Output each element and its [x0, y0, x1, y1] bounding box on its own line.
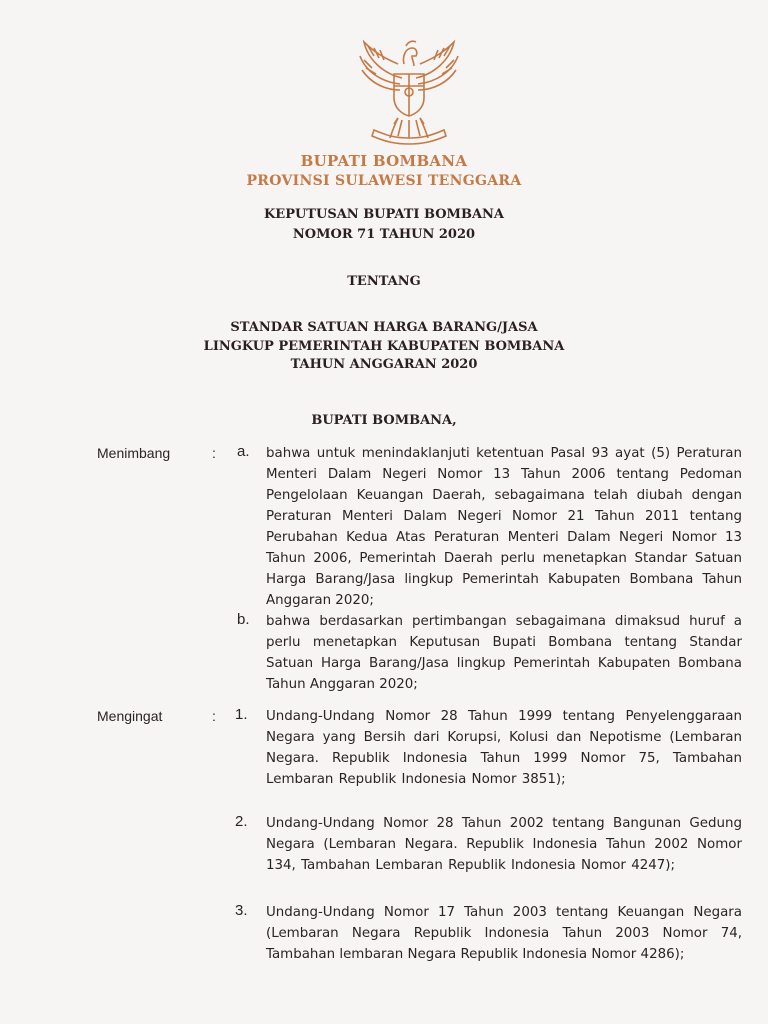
mengingat-item-1: Undang-Undang Nomor 28 Tahun 1999 tentang Penyelenggaraan Negara yang Bersih dari Korupsi, Kolusi dan Nepotisme (Lembaran Negara. Republik Indonesia Tahun 1999 Nomor 75, Tambahan Lembaran Republik Indonesia Nomor 3851); — [266, 709, 742, 787]
subject-line-3: TAHUN ANGGARAN 2020 — [290, 357, 478, 372]
menimbang-item-b: bahwa berdasarkan pertimbangan sebagaimana dimaksud huruf a perlu menetapkan Keputusan Bupati Bombana tentang Standar Satuan Harga Barang/Jasa lingkup Pemerintah Kabupaten Bombana Tahun Anggaran 2020; — [266, 614, 742, 692]
mengingat-item-3: Undang-Undang Nomor 17 Tahun 2003 tentang Keuangan Negara (Lembaran Negara Republik Indonesia Tahun 2003 Nomor 74, Tambahan lembaran Negara Republik Indonesia Nomor 4286); — [266, 905, 742, 962]
province-title: PROVINSI SULAWESI TENGGARA — [246, 173, 522, 189]
menimbang-item-a: bahwa untuk menindaklanjuti ketentuan Pasal 93 ayat (5) Peraturan Menteri Dalam Negeri Nomor 13 Tahun 2006 tentang Pedoman Pengelolaan Keuangan Daerah, sebagaimana telah diubah dengan Peraturan Menteri Dalam Negeri Nomor 21 Tahun 2011 tentang Perubahan Kedua Atas Peraturan Menteri Dalam Negeri Nomor 13 Tahun 2006, Pemerintah Daerah perlu menetapkan Standar Satuan Harga Barang/Jasa lingkup Pemerintah Kabupaten Bombana Tahun Anggaran 2020; — [266, 446, 742, 608]
decree-title: KEPUTUSAN BUPATI BOMBANA — [263, 207, 504, 222]
mengingat-marker-3: 3. — [235, 902, 248, 919]
mengingat-label: Mengingat — [97, 708, 163, 724]
subject-line-1: STANDAR SATUAN HARGA BARANG/JASA — [230, 320, 538, 335]
tentang-heading: TENTANG — [347, 274, 421, 289]
subject-line-2: LINGKUP PEMERINTAH KABUPATEN BOMBANA — [203, 339, 565, 354]
menimbang-marker-b: b. — [237, 611, 250, 628]
garuda-emblem-icon — [354, 34, 464, 146]
mengingat-marker-1: 1. — [235, 706, 248, 723]
menimbang-marker-a: a. — [237, 443, 250, 460]
decree-number: NOMOR 71 TAHUN 2020 — [292, 227, 476, 242]
menimbang-label: Menimbang — [97, 445, 171, 461]
issuer-title: BUPATI BOMBANA — [300, 152, 468, 170]
menimbang-colon: : — [212, 445, 216, 461]
mengingat-colon: : — [212, 708, 216, 724]
opening-line: BUPATI BOMBANA, — [311, 413, 457, 428]
mengingat-item-2: Undang-Undang Nomor 28 Tahun 2002 tentang Bangunan Gedung Negara (Lembaran Negara. Republik Indonesia Tahun 2002 Nomor 134, Tambahan Lembaran Republik Indonesia Nomor 4247); — [266, 816, 742, 873]
mengingat-marker-2: 2. — [235, 813, 248, 830]
